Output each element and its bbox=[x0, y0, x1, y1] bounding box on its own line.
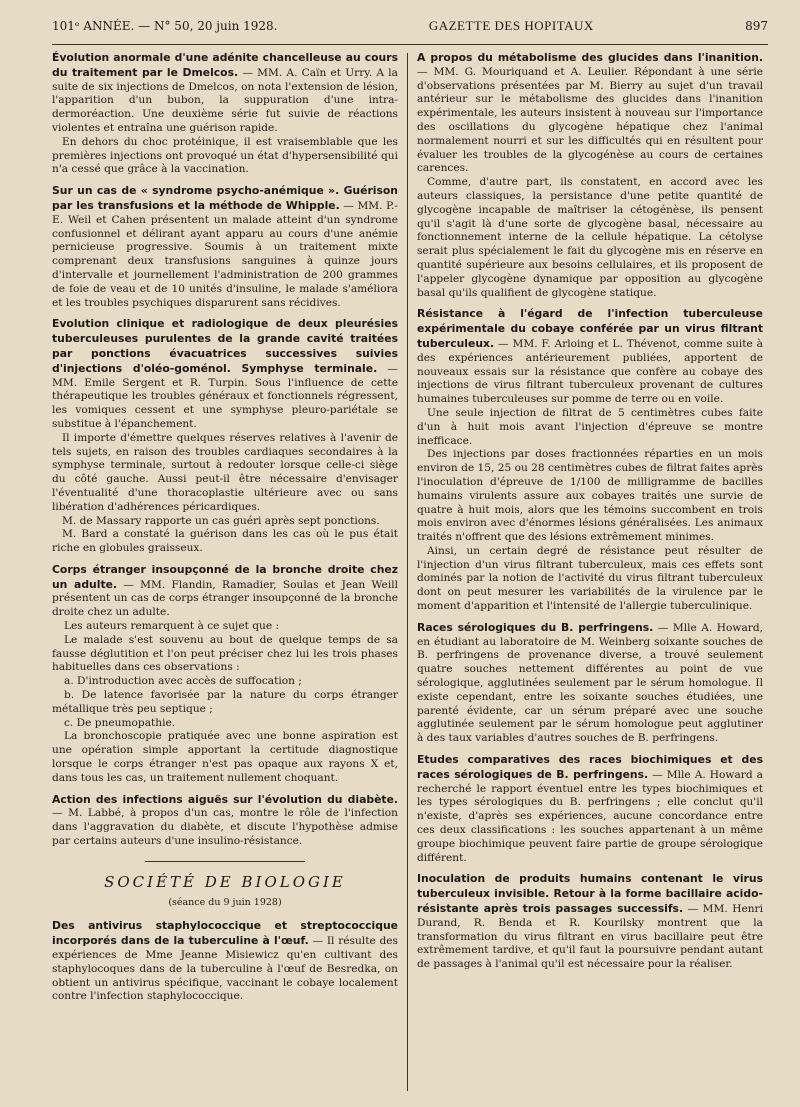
article bbox=[52, 919, 398, 1004]
article-paragraph: Des injections par doses fractionnées réparties en un mois environ de 15, 25 ou 28 centimètres cubes de filtrat faites après l'inoculation d'épreuve de 1/100 de milligramme de bacilles humains virulents assure aux cobayes traités une survie de quatre à huit mois, alors que les témoins succombent en trois mois environ avec d'énormes lésions généralisées. Les animaux traités n'offrent que des lésions extrêmement minimes. bbox=[417, 448, 763, 544]
article-paragraph: Une seule injection de filtrat de 5 centimètres cubes faite d'un à huit mois avant l'injection d'épreuve se montre inefficace. bbox=[417, 406, 763, 447]
article-paragraph: La bronchoscopie pratiquée avec une bonne aspiration est une opération simple apportant la certitude diagnostique lorsque le corps étranger n'est pas opaque aux rayons X et, dans tous les cas, un traitement nullement choquant. bbox=[52, 730, 398, 784]
journal-title: GAZETTE DES HOPITAUX bbox=[428, 18, 594, 33]
list-item: a. D'introduction avec accès de suffocation ; bbox=[64, 675, 302, 688]
article-title: Inoculation de produits humains contenant le virus tuberculeux invisible. Retour à la forme bacillaire acido-résistante après trois passages successifs. bbox=[417, 872, 763, 916]
article-title: Évolution anormale d'une adénite chancelleuse au cours du traitement par le Dmelcos. bbox=[52, 51, 398, 79]
article bbox=[52, 793, 398, 849]
list-item: c. De pneumopathie. bbox=[64, 716, 176, 729]
article-text: — MM. A. Caïn et Urry. A la suite de six injections de Dmelcos, on nota l'extension de lésion, l'apparition d'un bubon, la suppuration d'une intra-dermoréaction. Une deuxième série fut suivie de réactions violentes et entraîna une guérison rapide. bbox=[52, 66, 398, 134]
article bbox=[52, 51, 398, 177]
article-text: — Mlle A. Howard a recherché le rapport éventuel entre les types biochimiques et les types sérologiques du B. perfringens ; elle conclut qu'il n'existe, d'après ses expériences, aucune concordance entre ces deux classifications : les souches appartenant à un même groupe biochimique peuvent faire partie de groupe sérologique différent. bbox=[417, 768, 763, 864]
article bbox=[417, 621, 763, 746]
columns bbox=[52, 51, 768, 1091]
article-text: — MM. Flandin, Ramadier, Soulas et Jean Weill présentent un cas de corps étranger insoupçonné de la bronche droite chez un adulte. bbox=[52, 578, 398, 619]
article-paragraph: En dehors du choc protéinique, il est vraisemblable que les premières injections ont provoqué un état d'hypersensibilité qui n'a cessé que grâce à la vaccination. bbox=[52, 135, 398, 176]
article bbox=[417, 307, 763, 614]
article-title: Evolution clinique et radiologique de deux pleurésies tuberculeuses purulentes de la grande cavité traitées par ponctions évacuatrices successives suivies d'injections d'oléo-goménol. Symphyse terminale. bbox=[52, 317, 398, 375]
article bbox=[52, 317, 398, 556]
article-text: — Mlle A. Howard, en étudiant au laboratoire de M. Weinberg soixante souches de B. perfringens de provenance diverse, a trouvé seulement quatre souches nettement différentes au point de vue sérologique, agglutinées seulement par le sérum homologue. Il existe cependant, entre les soixante souches étudiées, une parenté évidente, car un sérum préparé avec une souche agglutinée seulement par le sérum homologue peut agglutiner à des taux variables d'autres souches de B. perfringens. bbox=[417, 621, 763, 745]
session-date: (séance du 9 juin 1928) bbox=[168, 896, 282, 908]
article-paragraph: Le malade s'est souvenu au bout de quelque temps de sa fausse déglutition et l'on peut préciser chez lui les trois phases habituelles dans ces observations : bbox=[52, 633, 398, 674]
left-column bbox=[52, 51, 407, 1091]
article bbox=[52, 184, 398, 310]
article-paragraph: Les auteurs remarquent à ce sujet que : bbox=[64, 620, 280, 633]
article-text: — M. Labbé, à propos d'un cas, montre le rôle de l'infection dans l'aggravation du diabète, et discute l'hypothèse admise par certains auteurs d'une insulino-résistance. bbox=[52, 807, 398, 848]
issue-info: 101ᵉ ANNÉE. — N° 50, 20 juin 1928. bbox=[52, 19, 278, 33]
article-text: — MM. P.-E. Weil et Cahen présentent un malade atteint d'un syndrome confusionnel et délirant ayant apparu au cours d'une anémie pernicieuse progressive. Soumis à un traitement mixte comprenant deux transfusions sanguines à quinze jours d'intervalle et journellement l'administration de 200 grammes de foie de veau et de 10 unités d'insuline, le malade s'améliora et les troubles psychiques disparurent sans récidives. bbox=[52, 199, 398, 309]
article-title: Sur un cas de « syndrome psycho-anémique ». Guérison par les transfusions et la méthode de Whipple. bbox=[52, 184, 398, 212]
article-title: Etudes comparatives des races biochimiques et des races sérologiques de B. perfringens. bbox=[417, 753, 763, 781]
article-paragraph: M. de Massary rapporte un cas guéri après sept ponctions. bbox=[62, 514, 380, 527]
article-text: — MM. Henri Durand, R. Benda et R. Kourilsky montrent que la transformation du virus filtrant en virus bacillaire peut être extrêmement tardive, et qu'il faut la poursuivre pendant autant de passages à l'animal qu'il est nécessaire pour la réaliser. bbox=[417, 903, 763, 971]
article-paragraph: M. Bard a constaté la guérison dans les cas où le pus était riche en globules graisseux. bbox=[52, 528, 398, 555]
article-paragraph: Ainsi, un certain degré de résistance peut résulter de l'injection d'un virus filtrant tuberculeux, mais ces effets sont dominés par la notion de l'activité du virus filtrant tuberculeux dont on peut mesurer les variabilités de la virulence par le moment d'apparition et l'intensité de l'allergie tuberculinique. bbox=[417, 544, 763, 613]
article-paragraph: Comme, d'autre part, ils constatent, en accord avec les auteurs classiques, la persistance d'une petite quantité de glycogène incapable de maîtriser la cétogénèse, ils pensent qu'il s'agit là d'une sorte de glycogène basal, nécessaire au fonctionnement interne de la cellule hépatique. La cétolyse serait plus spécialement le fait du glycogène mis en réserve en quantité supérieure aux besoins cellulaires, et ils proposent de l'appeler glycogène dynamique par opposition au glycogène basal qu'ils qualifient de glycogène statique. bbox=[417, 176, 763, 299]
article-title: Des antivirus staphylococcique et streptococcique incorporés dans de la tuberculine à l'œuf. bbox=[52, 919, 398, 948]
article bbox=[52, 563, 398, 786]
article-title: Action des infections aiguës sur l'évolution du diabète. bbox=[52, 792, 398, 806]
article-text: — Il résulte des expériences de Mme Jeanne Misiewicz qu'en cultivant des staphylocoques dans de la tuberculine à l'œuf de Besredka, on obtient un antivirus spécifique, vaccinant le cobaye localement contre l'infection staphylococcique. bbox=[52, 935, 398, 1003]
article-text: — MM. Emile Sergent et R. Turpin. Sous l'influence de cette thérapeutique les troubles généraux et fonctionnels régressent, les vomiques cessent et une symphyse pleuro-pariétale se substitue à l'épanchement. bbox=[52, 362, 398, 430]
article-paragraph: Il importe d'émettre quelques réserves relatives à l'avenir de tels sujets, en raison des troubles cardiaques secondaires à la symphyse terminale, surtout à redouter lorsque celle-ci siège du côté gauche. Aussi peut-il être nécessaire d'envisager l'éventualité d'une thoracoplastie ultérieure avec ou sans libération d'adhérences péricardiques. bbox=[52, 431, 398, 513]
list-item: b. De latence favorisée par la nature du corps étranger métallique très peu septique ; bbox=[52, 689, 398, 715]
article bbox=[417, 753, 763, 865]
right-column bbox=[408, 51, 763, 1091]
article-title: Corps étranger insoupçonné de la bronche droite chez un adulte. bbox=[52, 562, 398, 591]
article bbox=[417, 872, 763, 972]
article-title: Races sérologiques du B. perfringens. bbox=[417, 620, 654, 634]
section-divider bbox=[145, 861, 305, 862]
page-number: 897 bbox=[745, 19, 768, 33]
article-text: — MM. F. Arloing et L. Thévenot, comme suite à des expériences antérieurement publiées, apportent de nouveaux essais sur la résistance que confère au cobaye des injections de virus filtrant tuberculeux provenant de cultures humaines tuberculeuses sur pomme de terre ou en voile. bbox=[417, 337, 763, 406]
society-heading: SOCIÉTÉ DE BIOLOGIE bbox=[104, 872, 346, 891]
article-title: Résistance à l'égard de l'infection tuberculeuse expérimentale du cobaye conférée par un virus filtrant tuberculeux. bbox=[417, 307, 763, 350]
page-header bbox=[52, 18, 768, 45]
article-title: A propos du métabolisme des glucides dans l'inanition. bbox=[417, 51, 763, 64]
article bbox=[417, 51, 763, 300]
article-text: — MM. G. Mouriquand et A. Leulier. Répondant à une série d'observations présentées par M. Bierry au sujet d'un travail antérieur sur le métabolisme des glucides dans l'inanition expérimentale, les auteurs insistent à nouveau sur l'importance des oscillations du glycogène hépatique chez l'animal normalement nourri et sur les difficultés qui en résultent pour évaluer les troubles de la glycogénèse au cours de certaines carences. bbox=[417, 65, 763, 175]
